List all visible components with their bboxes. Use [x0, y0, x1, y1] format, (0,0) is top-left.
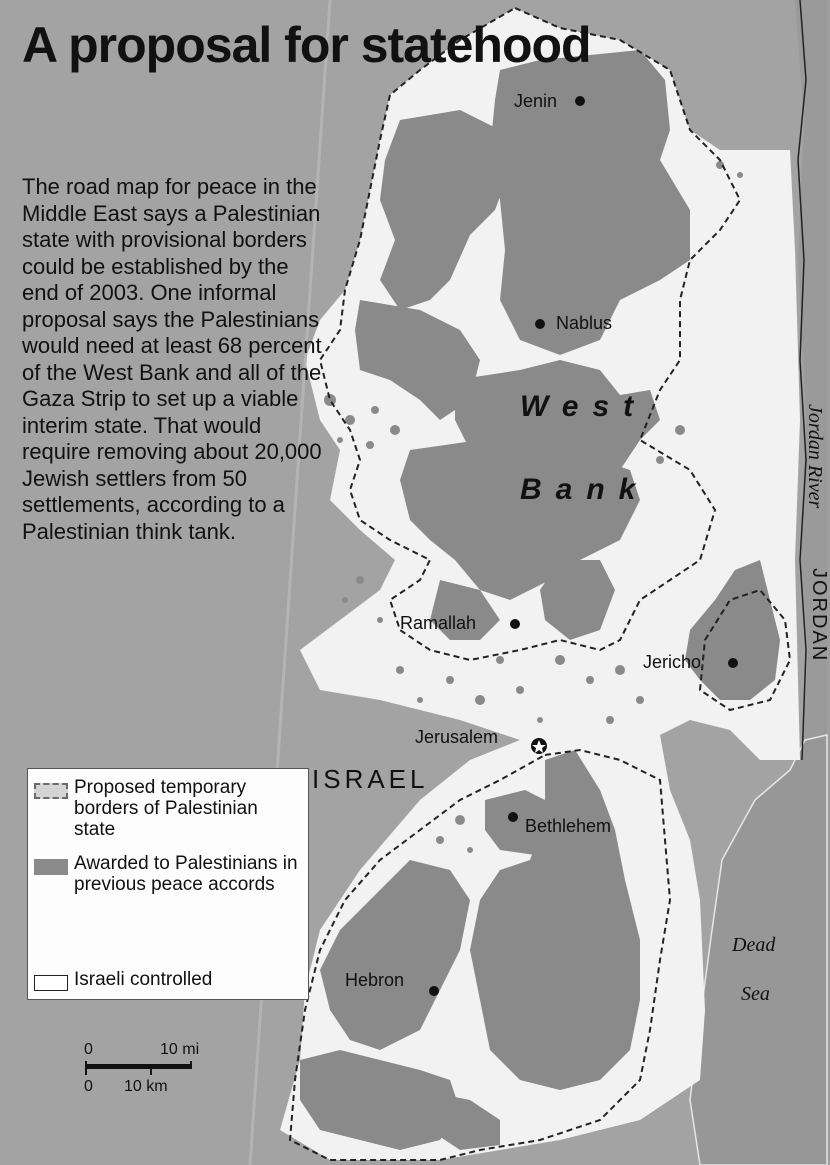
- jenin-marker: [575, 96, 585, 106]
- city-label-ramallah: Ramallah: [400, 613, 477, 633]
- city-label-jenin: Jenin: [514, 91, 558, 111]
- bethlehem-marker: [508, 812, 518, 822]
- map-legend: [27, 768, 309, 1000]
- region-label-bank: Bank: [520, 473, 650, 506]
- legend-item-awarded: [34, 853, 304, 895]
- city-label-bethlehem: Bethlehem: [525, 816, 612, 836]
- nablus-marker: [535, 319, 545, 329]
- sea-label-dead: Dead: [732, 934, 776, 956]
- city-label-jericho: Jericho: [643, 652, 702, 672]
- legend-label: Proposed temporary borders of Palestinian state: [74, 777, 258, 840]
- scale-km-zero: 0: [84, 1078, 93, 1095]
- city-label-nablus: Nablus: [556, 313, 613, 333]
- country-label-israel: ISRAEL: [312, 764, 429, 794]
- jericho-marker: [728, 658, 738, 668]
- gray-fill-swatch-icon: [34, 859, 68, 875]
- country-label-jordan: JORDAN: [808, 568, 830, 663]
- hebron-marker: [429, 986, 439, 996]
- scale-mi-label: 10 mi: [160, 1041, 200, 1058]
- legend-label: Israeli controlled: [74, 969, 213, 990]
- scale-bar-icon: [86, 1061, 206, 1075]
- sea-label-sea: Sea: [741, 983, 770, 1005]
- legend-item-israeli-controlled: [34, 969, 304, 991]
- legend-label: Awarded to Palestinians in previous peace accords: [74, 853, 298, 895]
- body-text: The road map for peace in the Middle East says a Palestinian state with provisional borders could be established by the end of 2003. One informal proposal says the Palestinians would need at least 68 percent of the West Bank and all of the Gaza Strip to set up a viable interim state. That would require removing about 20,000 Jewish settlers from 50 settlements, according to a Palestinian think tank.: [22, 174, 322, 544]
- white-fill-swatch-icon: [34, 975, 68, 991]
- scale-km-label: 10 km: [124, 1078, 168, 1095]
- city-label-jerusalem: Jerusalem: [415, 727, 499, 747]
- ramallah-marker: [510, 619, 520, 629]
- legend-item-proposed-borders: [34, 777, 304, 840]
- river-label: Jordan River: [804, 404, 826, 509]
- city-label-hebron: Hebron: [345, 970, 405, 990]
- dashed-border-swatch-icon: [34, 783, 68, 799]
- page-title: A proposal for statehood: [22, 17, 591, 73]
- region-label-west: West: [520, 390, 648, 423]
- scale-mi-zero: 0: [84, 1041, 93, 1058]
- jerusalem-star-icon: [531, 738, 547, 754]
